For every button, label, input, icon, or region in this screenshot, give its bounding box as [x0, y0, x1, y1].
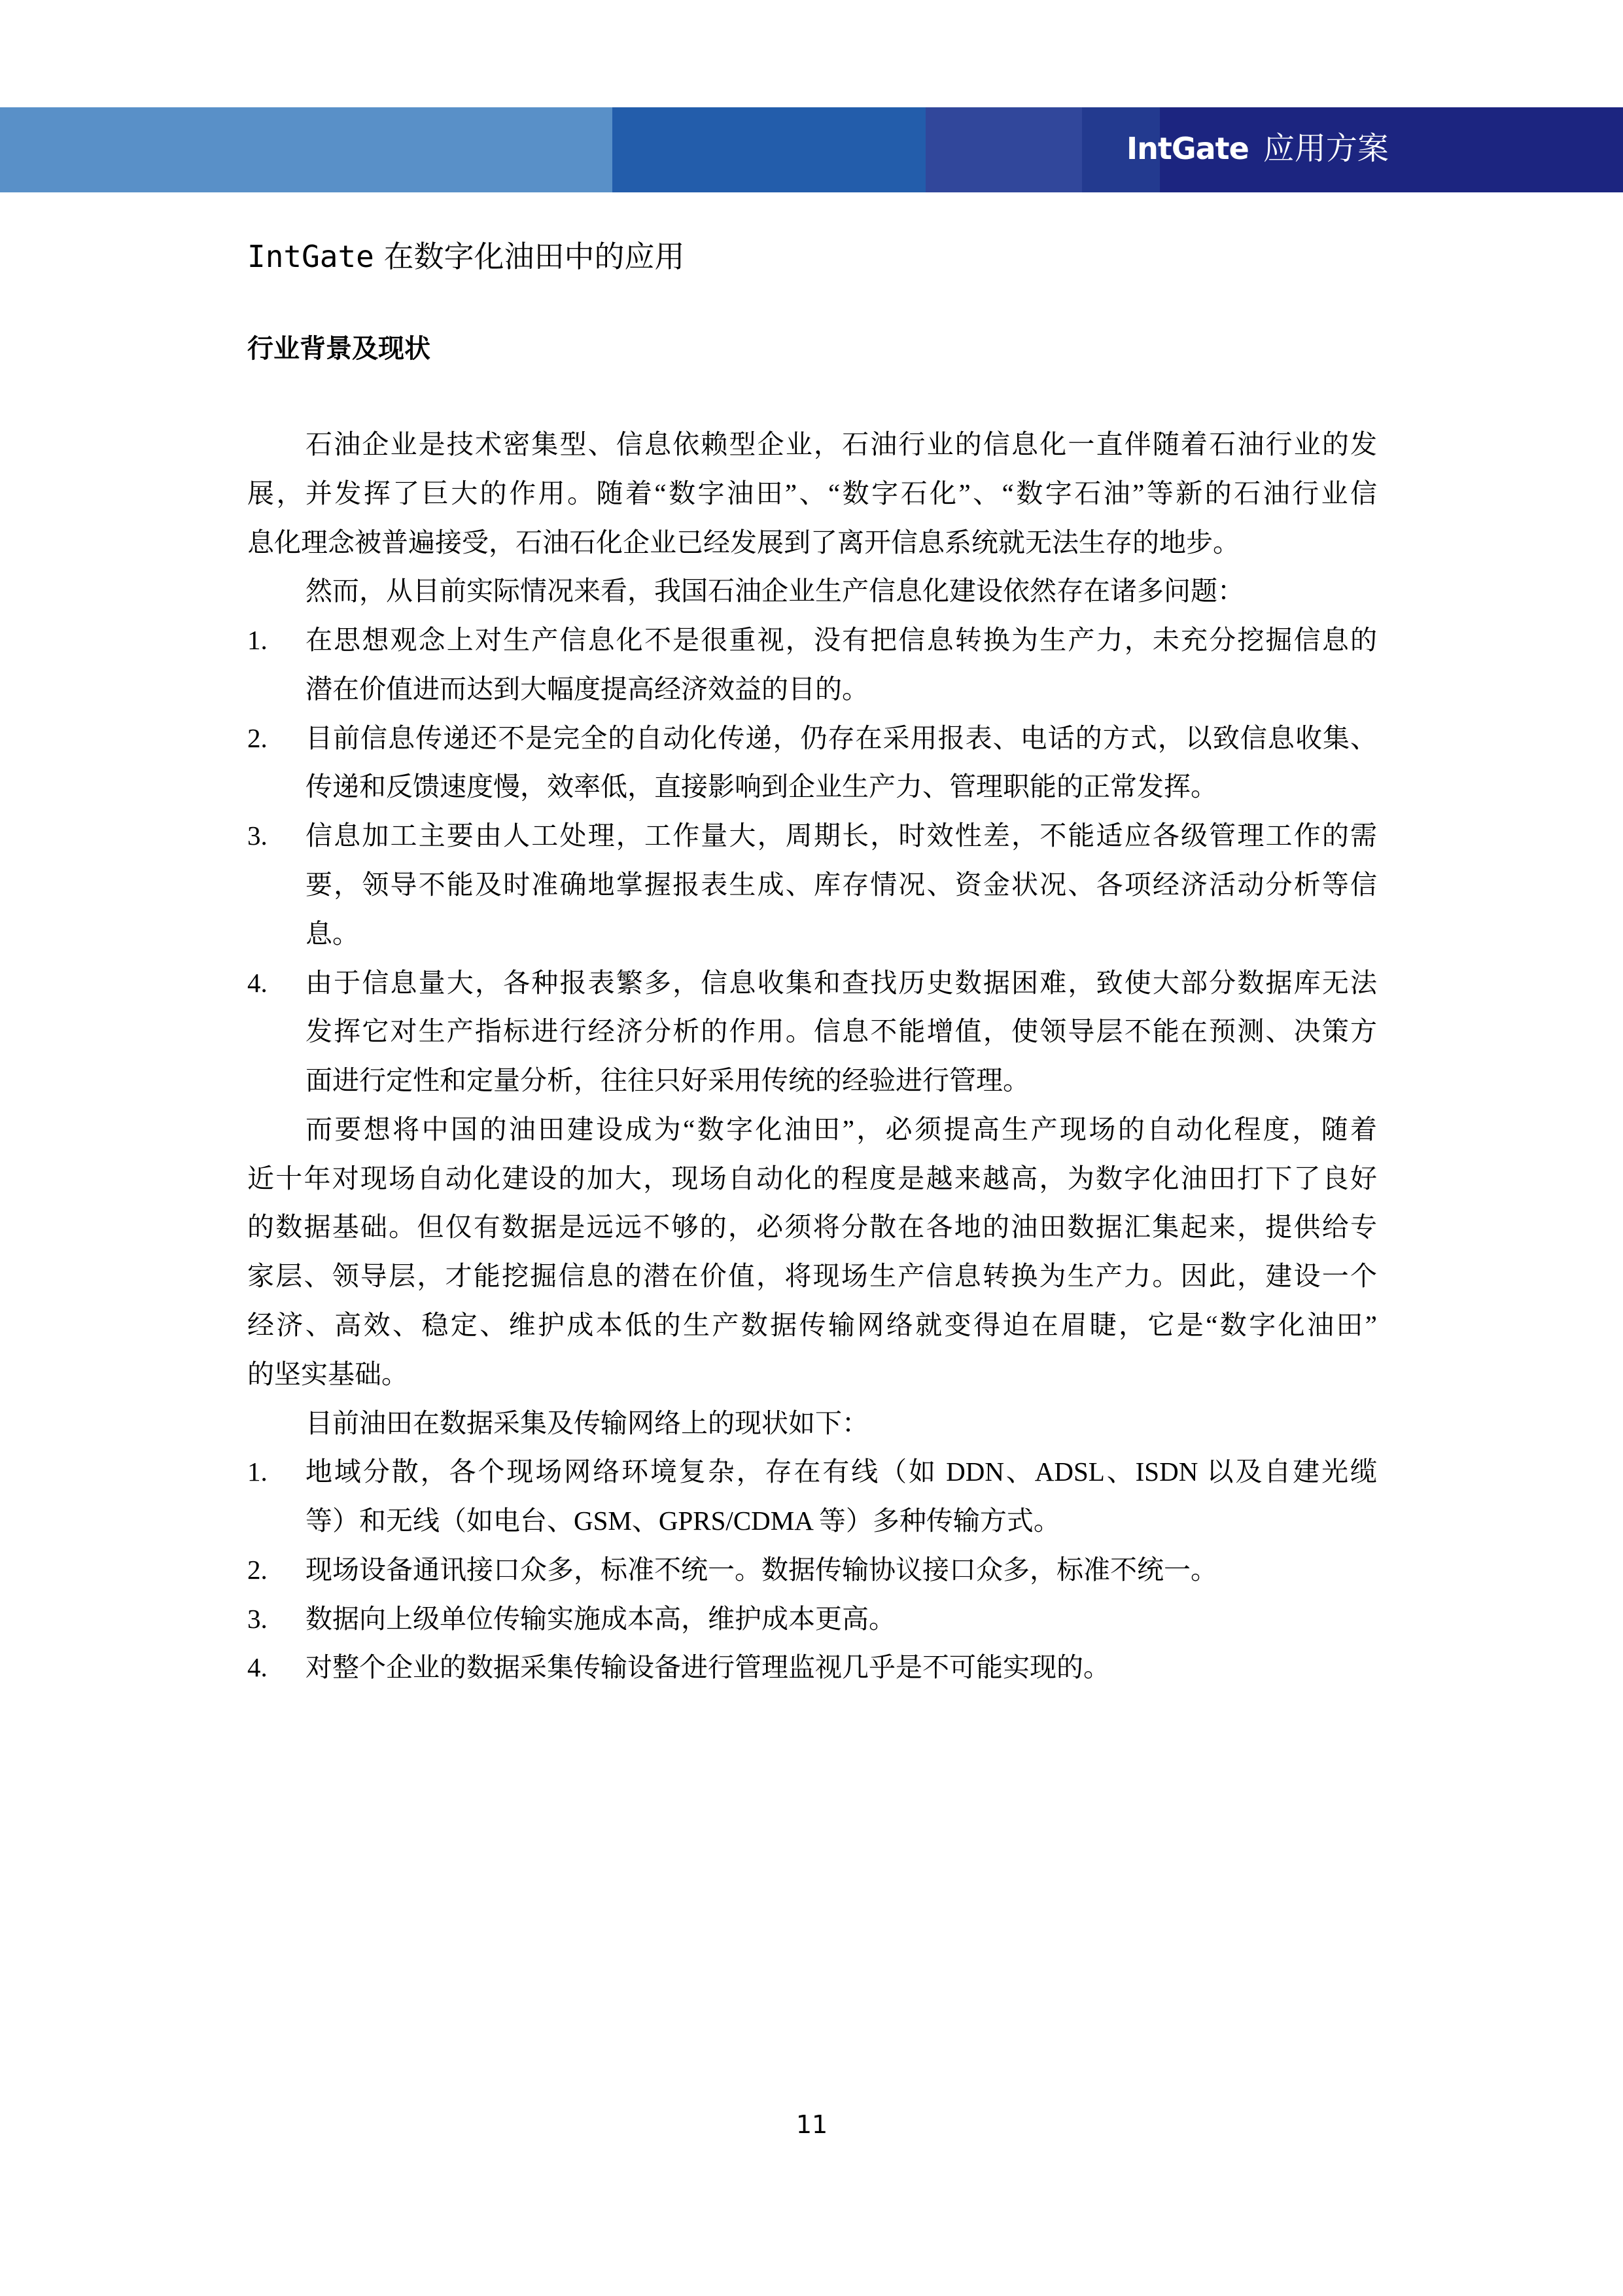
list-item-line: 息。	[305, 919, 359, 949]
list-item-line: 面进行定性和定量分析，往往只好采用传统的经验进行管理。	[305, 1065, 1030, 1095]
list-item-line: 发挥它对生产指标进行经济分析的作用。信息不能增值，使领导层不能在预测、决策方	[305, 1016, 1377, 1046]
paragraph-line: 家层、领导层，才能挖掘信息的潜在价值，将现场生产信息转换为生产力。因此，建设一个	[247, 1261, 1377, 1291]
list-item-number: 2.	[247, 723, 268, 753]
list-item-line: 信息加工主要由人工处理，工作量大，周期长，时效性差，不能适应各级管理工作的需	[305, 821, 1377, 851]
page-title-cjk: 在数字化油田中的应用	[383, 239, 685, 274]
list-item-line: 目前信息传递还不是完全的自动化传递，仍存在采用报表、电话的方式，以致信息收集、	[305, 723, 1377, 753]
list-item-number: 1.	[247, 625, 268, 655]
list-item-line: 等）和无线（如电台、GSM、GPRS/CDMA 等）多种传输方式。	[305, 1506, 1060, 1536]
paragraph-line: 的数据基础。但仅有数据是远远不够的，必须将分散在各地的油田数据汇集起来，提供给专	[247, 1212, 1377, 1242]
list-item-line: 传递和反馈速度慢，效率低，直接影响到企业生产力、管理职能的正常发挥。	[305, 771, 1217, 802]
list-item-line: 潜在价值进而达到大幅度提高经济效益的目的。	[305, 674, 869, 704]
page-number: 11	[795, 2110, 828, 2139]
list-item-number: 1.	[247, 1457, 268, 1487]
paragraph-line: 石油企业是技术密集型、信息依赖型企业，石油行业的信息化一直伴随着石油行业的发	[305, 429, 1377, 459]
section-heading: 行业背景及现状	[247, 334, 430, 364]
paragraph-line: 然而，从目前实际情况来看，我国石油企业生产信息化建设依然存在诸多问题：	[305, 576, 1244, 606]
list-item-number: 3.	[247, 1604, 268, 1634]
page-title-latin: IntGate	[247, 239, 374, 274]
header-band-2	[612, 107, 926, 192]
header-brand: IntGate	[1126, 131, 1249, 166]
page-title	[247, 237, 685, 276]
paragraph-line: 的坚实基础。	[247, 1359, 408, 1389]
list-item-number: 4.	[247, 968, 268, 998]
paragraph-line: 近十年对现场自动化建设的加大，现场自动化的程度是越来越高，为数字化油田打下了良好	[247, 1163, 1377, 1193]
list-item-line: 地域分散，各个现场网络环境复杂，存在有线（如 DDN、ADSL、ISDN 以及自建光缆	[305, 1457, 1377, 1487]
paragraph-line: 展，并发挥了巨大的作用。随着“数字油田”、“数字石化”、“数字石油”等新的石油行业信	[247, 478, 1377, 508]
list-item-line: 在思想观念上对生产信息化不是很重视，没有把信息转换为生产力，未充分挖掘信息的	[305, 625, 1377, 655]
list-item-line: 数据向上级单位传输实施成本高，维护成本更高。	[305, 1604, 896, 1634]
list-item-line: 对整个企业的数据采集传输设备进行管理监视几乎是不可能实现的。	[305, 1652, 1110, 1682]
header-subtitle: 应用方案	[1263, 130, 1389, 167]
list-item-line: 现场设备通讯接口众多，标准不统一。数据传输协议接口众多，标准不统一。	[305, 1555, 1217, 1585]
list-item-number: 4.	[247, 1652, 268, 1682]
list-item-line: 要，领导不能及时准确地掌握报表生成、库存情况、资金状况、各项经济活动分析等信	[305, 870, 1377, 900]
paragraph-line: 而要想将中国的油田建设成为“数字化油田”，必须提高生产现场的自动化程度，随着	[305, 1114, 1377, 1144]
header-band-1	[0, 107, 612, 192]
paragraph-line: 息化理念被普遍接受，石油石化企业已经发展到了离开信息系统就无法生存的地步。	[247, 527, 1240, 557]
list-item-line: 由于信息量大，各种报表繁多，信息收集和查找历史数据困难，致使大部分数据库无法	[305, 968, 1377, 998]
paragraph-line: 目前油田在数据采集及传输网络上的现状如下：	[305, 1408, 869, 1438]
paragraph-line: 经济、高效、稳定、维护成本低的生产数据传输网络就变得迫在眉睫，它是“数字化油田”	[247, 1310, 1377, 1340]
header-band-3	[926, 107, 1082, 192]
list-item-number: 3.	[247, 821, 268, 851]
list-item-number: 2.	[247, 1555, 268, 1585]
header-title	[1126, 126, 1389, 171]
